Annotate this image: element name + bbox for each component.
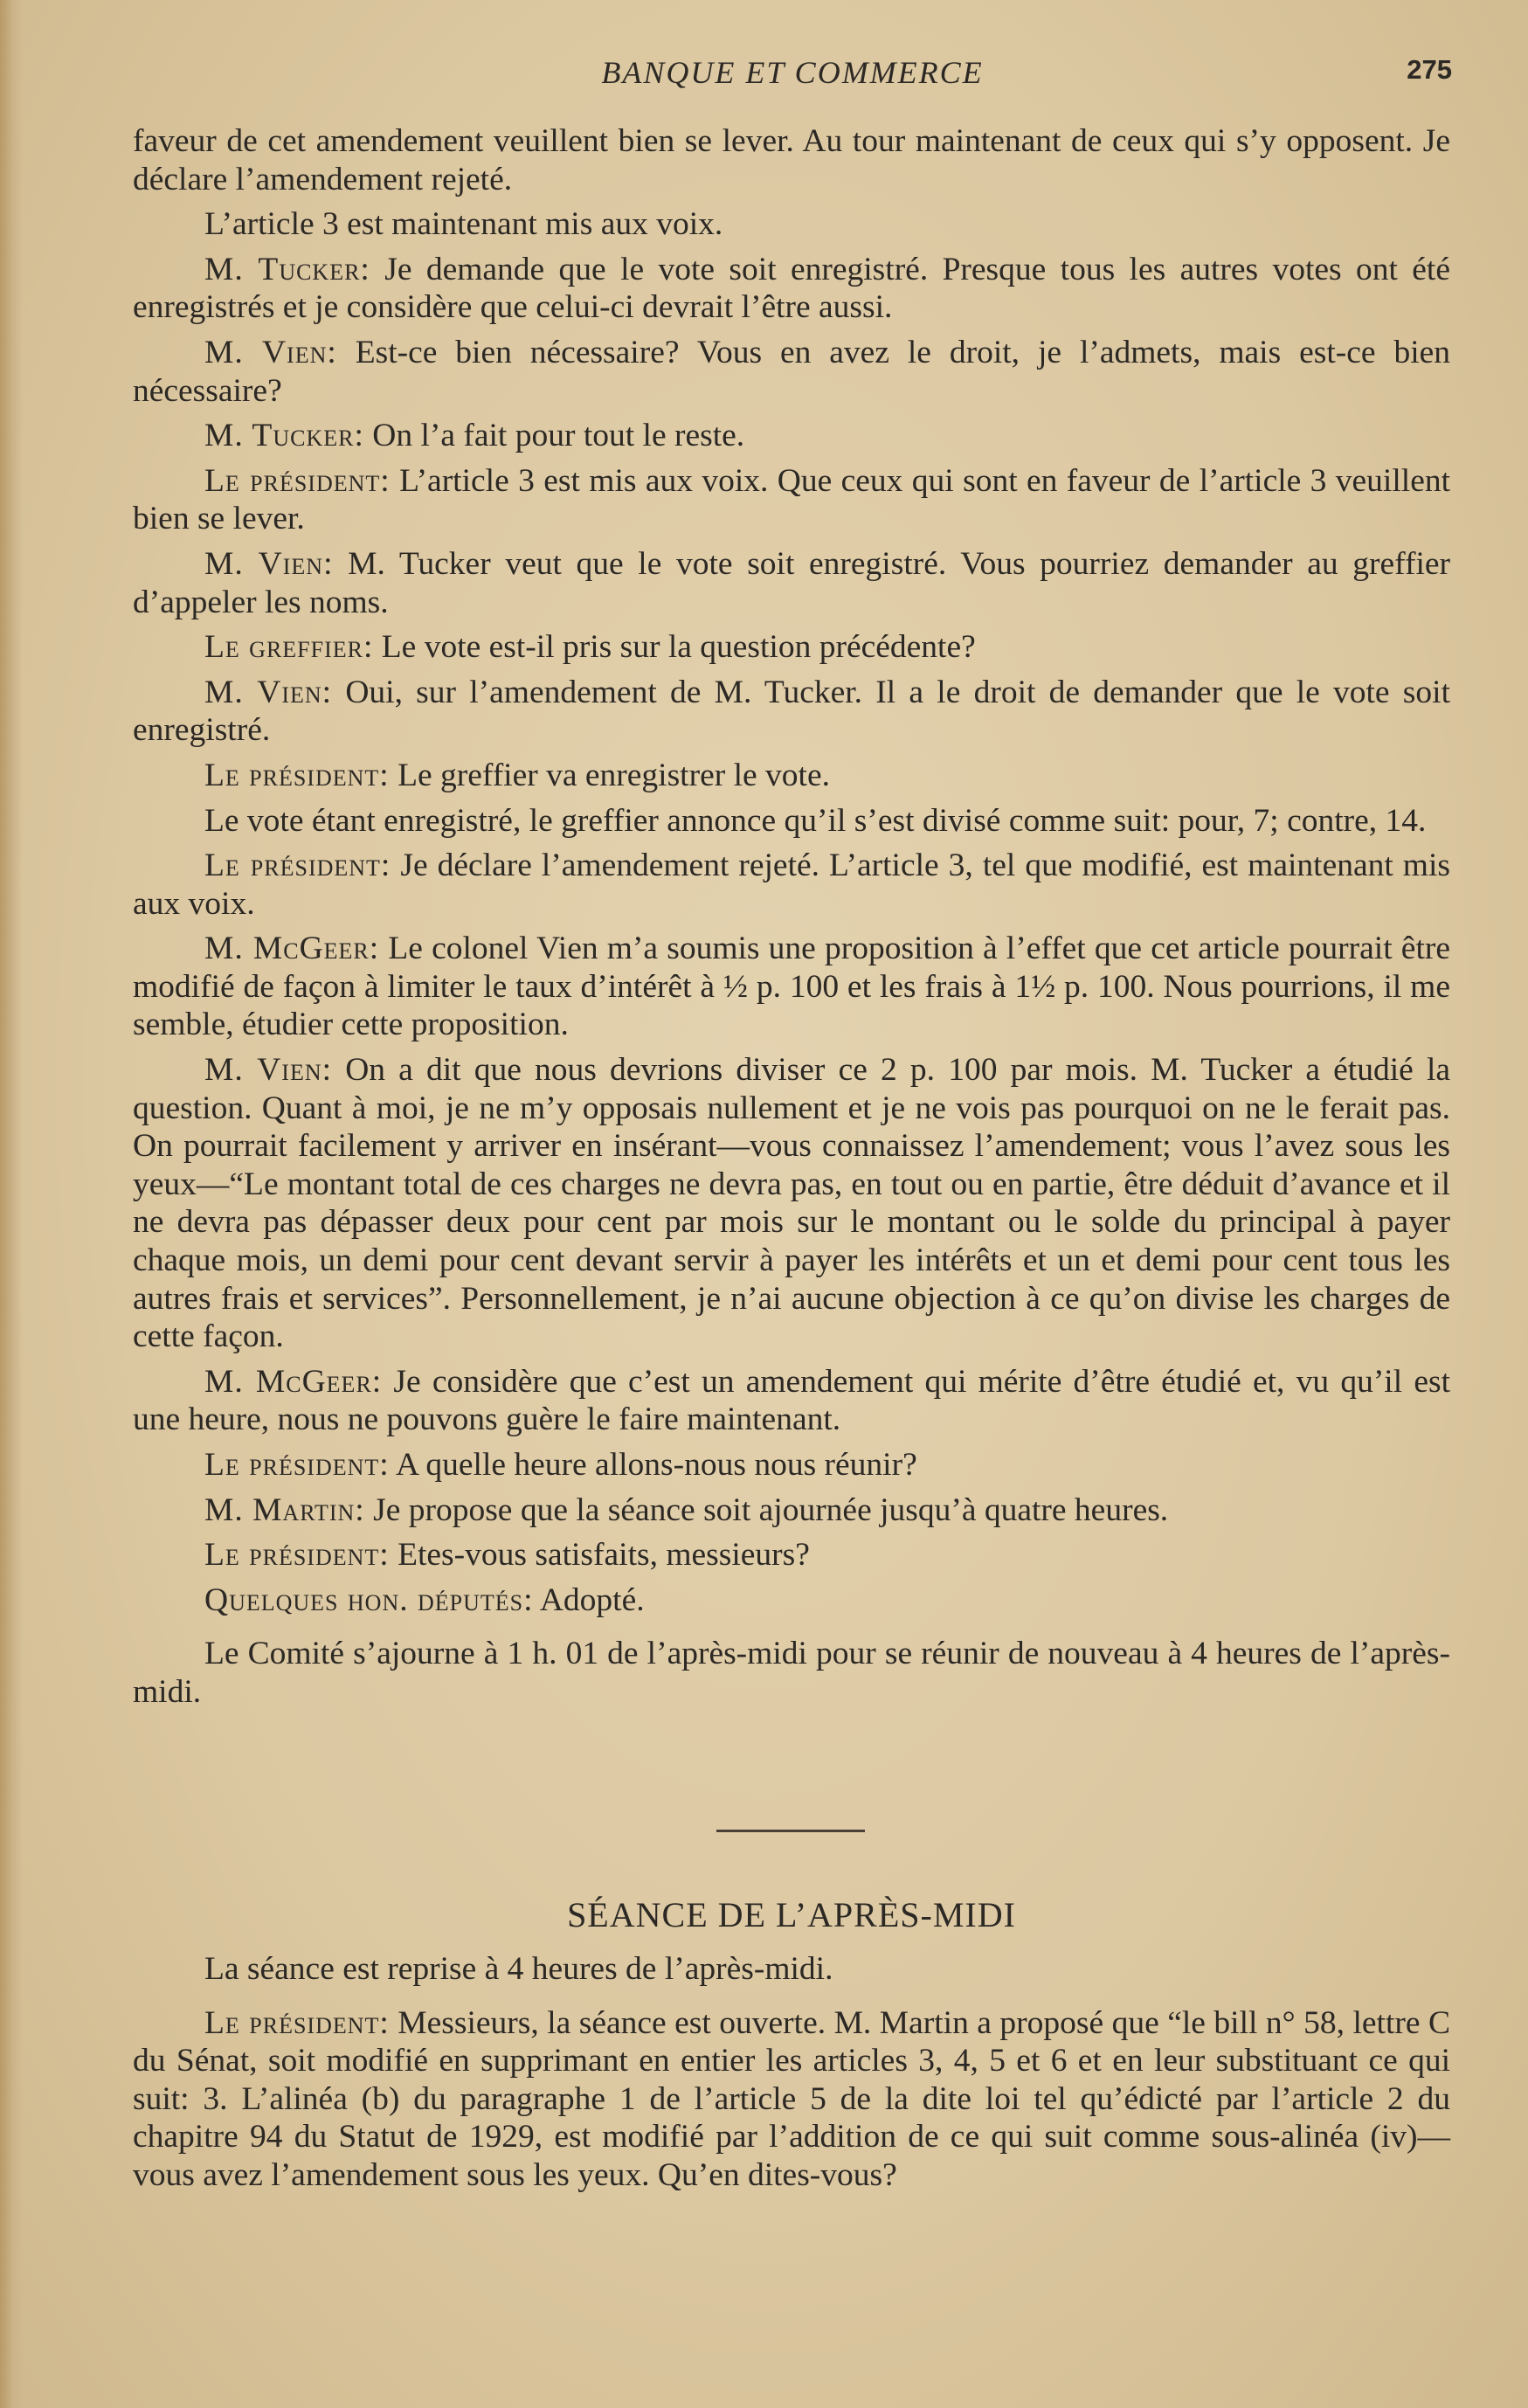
- paragraph: [133, 417, 1450, 455]
- paragraph-text: Le Comité s’ajourne à 1 h. 01 de l’après-midi pour se réunir de nouveau à 4 heures de l’après-midi.: [133, 1636, 1450, 1710]
- section-text: [133, 1950, 1450, 2202]
- speaker: Le président:: [204, 1447, 390, 1483]
- speaker: M. Martin:: [204, 1491, 365, 1528]
- paragraph-text: L’article 3 est maintenant mis aux voix.: [204, 206, 723, 243]
- speaker: Le président:: [204, 462, 391, 499]
- paragraph: [133, 1051, 1450, 1356]
- paragraph: [133, 757, 1450, 795]
- paragraph-text: Je considère que c’est un amendement qui mérite d’être étudié et, vu qu’il est une heure, nous ne pouvons guère le faire maintenant.: [133, 1363, 1450, 1438]
- paragraph-text: Je demande que le vote soit enregistré. Presque tous les autres votes ont été enregistrés et je considère que celui-ci devrait l’être aussi.: [133, 251, 1450, 326]
- speaker: Le président:: [204, 1537, 390, 1574]
- paragraph-text: On l’a fait pour tout le reste.: [363, 418, 745, 454]
- paragraph: [133, 122, 1450, 198]
- page-header: [133, 54, 1452, 98]
- speaker: Le président:: [204, 757, 390, 793]
- paragraph: [133, 545, 1450, 621]
- page-edge-shadow: [0, 0, 23, 2408]
- paragraph-text: Est-ce bien nécessaire? Vous en avez le droit, je l’admets, mais est-ce bien nécessaire?: [133, 334, 1451, 409]
- paragraph: [133, 802, 1450, 841]
- paragraph: [133, 2004, 1450, 2195]
- paragraph-text: Etes-vous satisfaits, messieurs?: [389, 1537, 810, 1574]
- paragraph-text: Le greffier va enregistrer le vote.: [389, 757, 830, 793]
- paragraph-text: Le vote est-il pris sur la question précédente?: [373, 629, 976, 666]
- speaker: M. McGeer:: [204, 931, 380, 967]
- speaker: M. Vien:: [204, 334, 337, 370]
- paragraph-text: On a dit que nous devrions diviser ce 2 p. 100 par mois. M. Tucker a étudié la question. Quant à moi, je ne m’y opposais nullement et je ne vois pas pourquoi on ne le ferait pas. On pourrait facilement y arriver en insérant—vous connaissez l’amendement; vous l’avez sous les yeux—“Le montant total de ces charges ne devra pas, en tout ou en partie, être déduit d’avance et il ne devra pas dépasser deux pour cent par mois sur le montant ou le solde du principal à payer chaque mois, un demi pour cent devant servir à payer les intérêts et un et demi pour cent tous les autres frais et services”. Personnellement, je n’ai aucune objection à ce qu’on divise les charges de cette façon.: [133, 1052, 1451, 1355]
- speaker: M. Tucker:: [204, 251, 370, 287]
- speaker: M. Tucker:: [204, 418, 364, 454]
- page-number: 275: [1407, 54, 1452, 85]
- paragraph-text: Le colonel Vien m’a soumis une proposition à l’effet que cet article pourrait être modifié de façon à limiter le taux d’intérêt à ½ p. 100 et les frais à 1½ p. 100. Nous pourrions, il me semble, étudier cette proposition.: [133, 931, 1450, 1043]
- paragraph: [133, 930, 1450, 1044]
- paragraph: [133, 205, 1450, 244]
- paragraph: [133, 628, 1450, 667]
- section-divider: [716, 1830, 865, 1832]
- speaker: M. Vien:: [204, 674, 333, 710]
- paragraph: [133, 847, 1450, 923]
- paragraph-text: Adopté.: [533, 1581, 645, 1618]
- speaker: M. Vien:: [204, 1052, 333, 1089]
- paragraph: [133, 462, 1450, 538]
- paragraph: [133, 674, 1450, 750]
- paragraph-text: A quelle heure allons-nous nous réunir?: [389, 1447, 917, 1483]
- paragraph-text: Je déclare l’amendement rejeté. L’article 3, tel que modifié, est maintenant mis aux voix.: [133, 848, 1450, 922]
- paragraph: [133, 334, 1450, 410]
- paragraph-text: M. Tucker veut que le vote soit enregistré. Vous pourriez demander au greffier d’appeler les noms.: [133, 545, 1450, 620]
- paragraph-text: La séance est reprise à 4 heures de l’après-midi.: [204, 1951, 833, 1987]
- paragraph-text: Oui, sur l’amendement de M. Tucker. Il a le droit de demander que le vote soit enregistré.: [133, 674, 1450, 749]
- paragraph-text: Je propose que la séance soit ajournée jusqu’à quatre heures.: [364, 1491, 1169, 1528]
- speaker: Quelques hon. députés:: [204, 1581, 534, 1618]
- paragraph: [133, 1635, 1450, 1711]
- speaker: M. Vien:: [204, 545, 334, 582]
- paragraph: [133, 1950, 1450, 1989]
- speaker: Le président:: [204, 848, 391, 884]
- paragraph: [133, 251, 1450, 327]
- paragraph-text: Le vote étant enregistré, le greffier annonce qu’il s’est divisé comme suit: pour, 7; contre, 14.: [204, 802, 1427, 839]
- paragraph-text: faveur de cet amendement veuillent bien se lever. Au tour maintenant de ceux qui s’y opposent. Je déclare l’amendement rejeté.: [133, 123, 1450, 197]
- paragraph: [133, 1363, 1450, 1439]
- main-text: [133, 122, 1450, 1719]
- paragraph-text: Messieurs, la séance est ouverte. M. Martin a proposé que “le bill n° 58, lettre C du Sénat, soit modifié en supprimant en entier les articles 3, 4, 5 et 6 et en leur substituant ce qui suit: 3. L’alinéa (b) du paragraphe 1 de l’article 5 de la dite loi tel qu’édicté par l’article 2 du chapitre 94 du Statut de 1929, est modifié par l’addition de ce qui suit comme sous-alinéa (iv)—vous avez l’amendement sous les yeux. Qu’en dites-vous?: [133, 2004, 1450, 2193]
- running-title: BANQUE ET COMMERCE: [601, 55, 984, 90]
- speaker: Le président:: [204, 2004, 390, 2041]
- speaker: Le greffier:: [204, 629, 374, 666]
- paragraph-text: L’article 3 est mis aux voix. Que ceux qui sont en faveur de l’article 3 veuillent bien se lever.: [133, 462, 1451, 537]
- paragraph: [133, 1536, 1450, 1574]
- paragraph: [133, 1491, 1450, 1530]
- section-title: SÉANCE DE L’APRÈS-MIDI: [567, 1895, 1016, 1934]
- speaker: M. McGeer:: [204, 1363, 383, 1400]
- paragraph: [133, 1581, 1450, 1620]
- paragraph: [133, 1446, 1450, 1484]
